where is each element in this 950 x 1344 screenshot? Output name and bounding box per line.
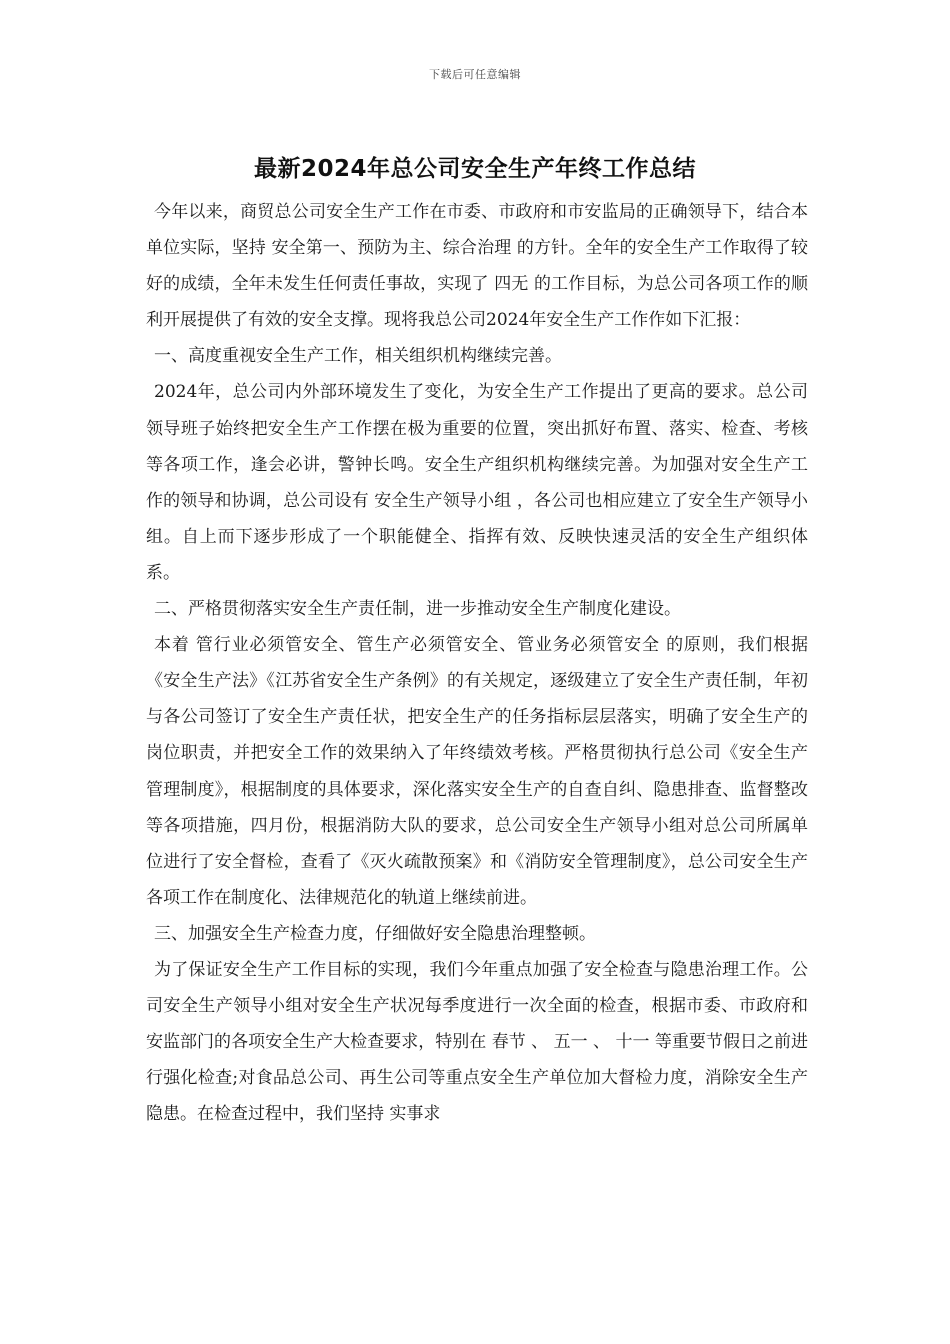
paragraph-section-3: 为了保证安全生产工作目标的实现，我们今年重点加强了安全检查与隐患治理工作。公司安全生产领导小组对安全生产状况每季度进行一次全面的检查，根据市委、市政府和安监部门的各项安全生产大检查要求，特别在 春节 、 五一 、 十一 等重要节假日之前进行强化检查;对食品总公司、再生公司等重点安全生产单位加大督检力度，消除安全生产隐患。在检查过程中，我们坚持 实事求 bbox=[146, 959, 808, 1125]
header-note: 下载后可任意编辑 bbox=[429, 68, 521, 81]
document-title: 最新2024年总公司安全生产年终工作总结 bbox=[253, 156, 696, 182]
section-heading-2: 二、严格贯彻落实安全生产责任制，进一步推动安全生产制度化建设。 bbox=[154, 599, 681, 620]
section-heading-3: 三、加强安全生产检查力度，仔细做好安全隐患治理整顿。 bbox=[154, 923, 596, 944]
section-heading-1: 一、高度重视安全生产工作，相关组织机构继续完善。 bbox=[154, 346, 562, 367]
paragraph-intro: 今年以来，商贸总公司安全生产工作在市委、市政府和市安监局的正确领导下，结合本单位实际，坚持 安全第一、预防为主、综合治理 的方针。全年的安全生产工作取得了较好的成绩，全年未发生任何责任事故，实现了 四无 的工作目标，为总公司各项工作的顺利开展提供了有效的安全支撑。现将我总公司2024年安全生产工作作如下汇报： bbox=[146, 202, 808, 331]
document-body bbox=[146, 194, 808, 1132]
paragraph-section-2: 本着 管行业必须管安全、管生产必须管安全、管业务必须管安全 的原则，我们根据《安全生产法》《江苏省安全生产条例》的有关规定，逐级建立了安全生产责任制，年初与各公司签订了安全生产责任状，把安全生产的任务指标层层落实，明确了安全生产的岗位职责，并把安全工作的效果纳入了年终绩效考核。严格贯彻执行总公司《安全生产管理制度》，根据制度的具体要求，深化落实安全生产的自查自纠、隐患排查、监督整改等各项措施，四月份，根据消防大队的要求，总公司安全生产领导小组对总公司所属单位进行了安全督检，查看了《灭火疏散预案》和《消防安全管理制度》，总公司安全生产各项工作在制度化、法律规范化的轨道上继续前进。 bbox=[146, 635, 808, 908]
paragraph-section-1: 2024年，总公司内外部环境发生了变化，为安全生产工作提出了更高的要求。总公司领导班子始终把安全生产工作摆在极为重要的位置，突出抓好布置、落实、检查、考核等各项工作，逢会必讲，警钟长鸣。安全生产组织机构继续完善。为加强对安全生产工作的领导和协调，总公司设有 安全生产领导小组 ，各公司也相应建立了安全生产领导小组。自上而下逐步形成了一个职能健全、指挥有效、反映快速灵活的安全生产组织体系。 bbox=[146, 382, 808, 583]
